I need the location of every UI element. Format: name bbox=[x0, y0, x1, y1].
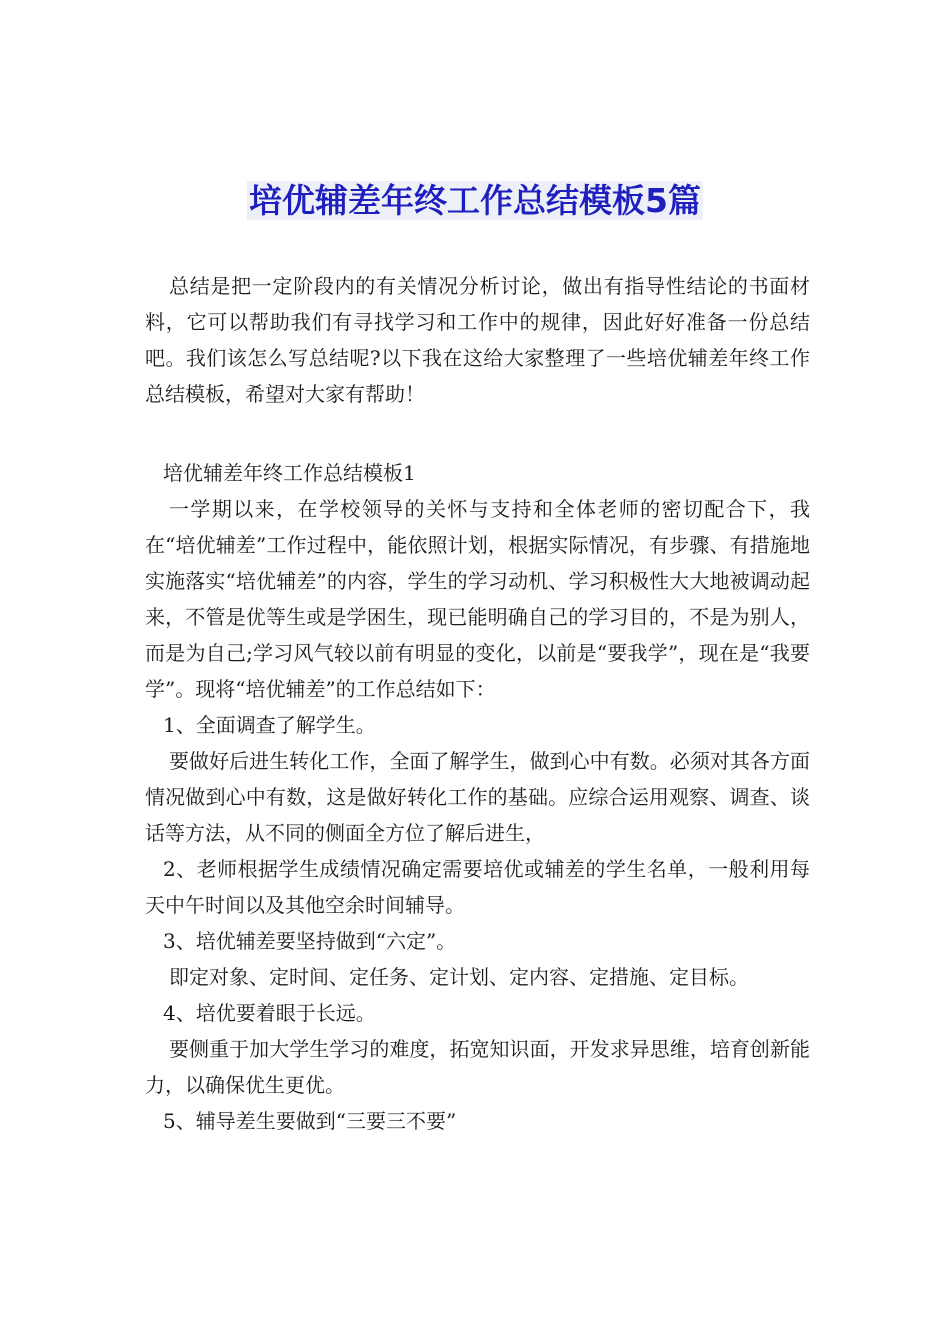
list-item: 4、培优要着眼于长远。 bbox=[163, 1001, 376, 1025]
document-title bbox=[0, 176, 950, 226]
body-paragraph: 即定对象、定时间、定任务、定计划、定内容、定措施、定目标。 bbox=[169, 965, 749, 989]
body-section bbox=[145, 455, 810, 1139]
body-paragraph: 要做好后进生转化工作，全面了解学生，做到心中有数。必须对其各方面情况做到心中有数，这是做好转化工作的基础。应综合运用观察、调查、谈话等方法，从不同的侧面全方位了解后进生， bbox=[145, 749, 810, 845]
body-paragraph: 一学期以来，在学校领导的关怀与支持和全体老师的密切配合下，我在“培优辅差”工作过程中，能依照计划，根据实际情况，有步骤、有措施地实施落实“培优辅差”的内容，学生的学习动机、学习积极性大大地被调动起来，不管是优等生或是学困生，现已能明确自己的学习目的，不是为别人，而是为自己;学习风气较以前有明显的变化，以前是“要我学”，现在是“我要学”。现将“培优辅差”的工作总结如下： bbox=[145, 497, 810, 701]
intro-paragraph: 总结是把一定阶段内的有关情况分析讨论，做出有指导性结论的书面材料，它可以帮助我们有寻找学习和工作中的规律，因此好好准备一份总结吧。我们该怎么写总结呢?以下我在这给大家整理了一些培优辅差年终工作总结模板，希望对大家有帮助！ bbox=[145, 274, 810, 406]
body-paragraph: 要侧重于加大学生学习的难度，拓宽知识面，开发求异思维，培育创新能力，以确保优生更优。 bbox=[145, 1037, 810, 1097]
intro-section bbox=[145, 268, 810, 412]
section-heading: 培优辅差年终工作总结模板1 bbox=[163, 461, 416, 485]
title-text: 培优辅差年终工作总结模板5篇 bbox=[249, 181, 701, 220]
list-item: 5、辅导差生要做到“三要三不要” bbox=[163, 1109, 457, 1133]
list-item: 1、全面调查了解学生。 bbox=[163, 713, 376, 737]
list-item: 3、培优辅差要坚持做到“六定”。 bbox=[163, 929, 457, 953]
list-item: 2、老师根据学生成绩情况确定需要培优或辅差的学生名单，一般利用每天中午时间以及其他空余时间辅导。 bbox=[145, 857, 810, 917]
